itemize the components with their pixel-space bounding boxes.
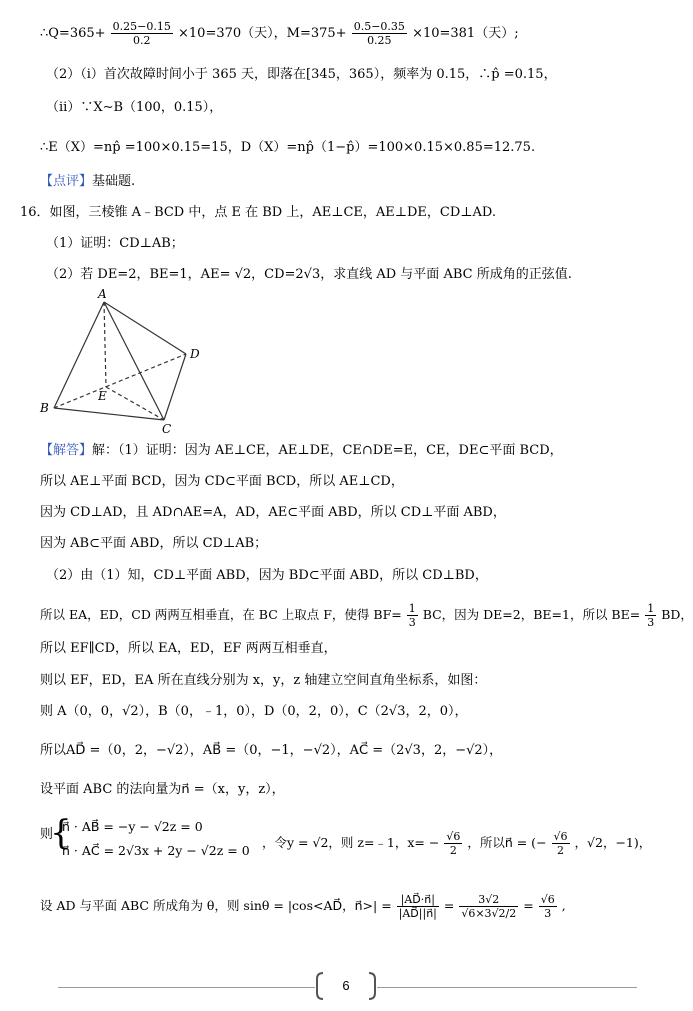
- edge-ad: [104, 302, 186, 354]
- text-line: （2）（i）首次故障时间小于 365 天，即落在[345，365），频率为 0.15，∴p̂ =0.15，: [46, 67, 557, 82]
- footer-rule-right: [377, 987, 637, 988]
- text-line: 设平面 ABC 的法向量为n⃗ =（x，y，z），: [40, 782, 285, 797]
- normal-vector-result: [262, 830, 651, 857]
- comment-line: [40, 173, 135, 191]
- text-line: 则以 EF，ED，EA 所在直线分别为 x，y，z 轴建立空间直角坐标系，如图：: [40, 673, 487, 688]
- text-line-bf: [40, 602, 693, 629]
- text-line-q-m: [40, 20, 519, 47]
- fraction: $\frac{√6}{2}$: [446, 830, 461, 857]
- fraction: $\frac{√6}{2}$: [553, 830, 568, 857]
- text-segment: ∴Q=365+: [40, 26, 106, 41]
- text-segment: ，令y = √2，则 z=﹣1，x= −: [262, 835, 440, 850]
- fraction: $\frac{√6}{3}$: [540, 893, 555, 920]
- brace-symbol: {: [50, 813, 72, 853]
- text-line: 因为 AB⊂平面 ABD，所以 CD⊥AB；: [40, 536, 268, 551]
- sine-line: [40, 893, 566, 920]
- text-line: 则 A（0，0，√2），B（0，﹣1，0），D（0，2，0），C（2√3，2，0），: [40, 704, 468, 719]
- text-segment: =: [443, 898, 455, 913]
- text-line: （2）由（1）知，CD⊥平面 ABD，因为 BD⊂平面 ABD，所以 CD⊥BD，: [46, 568, 488, 583]
- equation-1: n⃗ · AB⃗ = −y − √2z = 0: [62, 819, 203, 834]
- point-label-a: A: [98, 287, 107, 301]
- solution-tag: 【解答】: [40, 443, 93, 458]
- page-number: 6: [342, 978, 350, 993]
- text-line: ∴E（X）=np̂ =100×0.15=15，D（X）=np̂（1−p̂）=100×0.15×0.85=12.75.: [40, 140, 536, 155]
- point-label-b: B: [40, 401, 49, 415]
- tetrahedron-figure: [36, 284, 216, 434]
- text-line: 所以 EF∥CD，所以 EA，ED，EF 两两互相垂直，: [40, 641, 337, 656]
- fraction: $\frac{|AD⃗\cdot n⃗|}{|AD⃗||n⃗|}$: [398, 893, 437, 920]
- point-label-e: E: [98, 389, 107, 403]
- text-segment: BD，: [661, 607, 693, 622]
- footer-rule-left: [58, 987, 315, 988]
- edge-ae-hidden: [104, 302, 106, 387]
- edge-bd-hidden: [54, 354, 186, 408]
- text-line: 所以AD⃗ =（0，2，−√2），AB⃗ =（0，−1，−√2），AC⃗ =（2√3，2，−√2），: [40, 743, 503, 758]
- text-line: 所以 AE⊥平面 BCD，因为 CD⊂平面 BCD，所以 AE⊥CD，: [40, 474, 404, 489]
- text-segment: ×10=381（天）;: [412, 26, 519, 41]
- equation-2: n⃗ · AC⃗ = 2√3x + 2y − √2z = 0: [62, 843, 250, 858]
- question-part-1: （1）证明：CD⊥AB；: [46, 236, 184, 251]
- fraction: $\frac{1}{3}$: [408, 602, 416, 629]
- text-segment: 设 AD 与平面 ABC 所成角为 θ，则 sinθ = |cos<AD⃗，n⃗>| =: [40, 898, 392, 913]
- text-line: （ii）∵X∼B（100，0.15），: [46, 100, 223, 115]
- comment-tag: 【点评】: [40, 174, 93, 189]
- question-part-2: （2）若 DE=2，BE=1，AE= √2，CD=2√3，求直线 AD 与平面 ABC 所成角的正弦值.: [46, 267, 572, 282]
- system-prefix: 则: [40, 827, 54, 842]
- fraction: $\frac{0.5-0.35}{0.25}$: [353, 20, 405, 47]
- text-segment: BC，因为 DE=2，BE=1，所以 BE=: [422, 607, 641, 622]
- fraction: $\frac{1}{3}$: [647, 602, 655, 629]
- solution-text: 解：（1）证明：因为 AE⊥CE，AE⊥DE，CE∩DE=E，CE，DE⊂平面 BCD，: [92, 443, 563, 458]
- text-segment: ,: [561, 898, 566, 913]
- text-segment: ，所以n⃗ = (−: [467, 835, 547, 850]
- edge-ab: [54, 302, 104, 408]
- page-number-box: [315, 972, 377, 1000]
- edge-cd: [164, 354, 186, 420]
- solution-line: [40, 442, 563, 460]
- text-segment: =: [523, 898, 534, 913]
- text-segment: ×10=370（天），M=375+: [178, 26, 347, 41]
- point-label-c: C: [162, 422, 172, 436]
- text-segment: 所以 EA，ED，CD 两两互相垂直，在 BC 上取点 F，使得 BF=: [40, 607, 402, 622]
- fraction: $\frac{3√2}{√6\times 3√2/2}$: [461, 893, 517, 920]
- edge-bc: [54, 408, 164, 420]
- text-segment: ，√2，−1)，: [574, 835, 652, 850]
- point-label-d: D: [190, 347, 200, 361]
- question-16: 16．如图，三棱锥 A﹣BCD 中，点 E 在 BD 上，AE⊥CE，AE⊥DE，CD⊥AD.: [20, 205, 496, 220]
- comment-text: 基础题.: [92, 174, 136, 189]
- text-line: 因为 CD⊥AD，且 AD∩AE=A，AD，AE⊂平面 ABD，所以 CD⊥平面 ABD，: [40, 505, 506, 520]
- fraction: $\frac{0.25-0.15}{0.2}$: [112, 20, 171, 47]
